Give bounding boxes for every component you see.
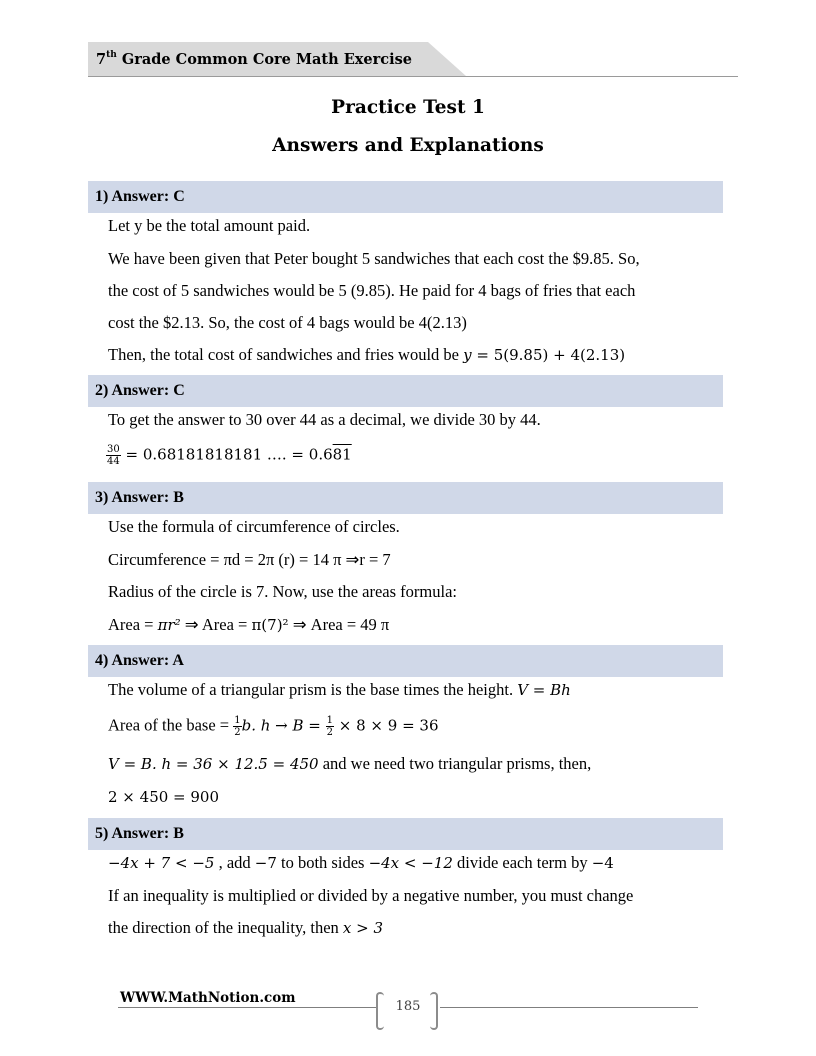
q1-var: y — [463, 346, 472, 364]
q4-base-result: × 8 × 9 = 36 — [334, 716, 439, 735]
q4-final-calc: 2 × 450 = 900 — [108, 788, 220, 806]
q3-substitution: π(7)² — [251, 616, 289, 634]
q4-line-2 — [108, 715, 439, 738]
q3-line-1: Use the formula of circumference of circles. — [108, 517, 400, 536]
q5-inequality-2: −4x < −12 — [368, 854, 453, 872]
q1-line-2: We have been given that Peter bought 5 sandwiches that each cost the $9.85. So, — [108, 249, 640, 268]
q1-line-1: Let y be the total amount paid. — [108, 216, 311, 235]
page-title: Practice Test 1 — [331, 97, 485, 118]
q3-implies-1: ⇒ Area = — [180, 615, 252, 634]
q5-line-2: If an inequality is multiplied or divided by a negative number, you must change — [108, 886, 634, 905]
q1-line-5 — [108, 345, 625, 365]
q4-frac1-den: 2 — [234, 727, 241, 738]
page-bracket-right — [430, 992, 438, 1030]
answer-band-4 — [88, 645, 723, 677]
q3-line-2: Circumference = πd = 2π (r) = 14 π ⇒r = 7 — [108, 550, 391, 569]
q1-line-4: cost the $2.13. So, the cost of 4 bags would be 4(2.13) — [108, 313, 467, 332]
q4-line-2-text: Area of the base = — [108, 715, 234, 735]
q4-frac2-den: 2 — [326, 727, 333, 738]
q4-line-3-text: and we need two triangular prisms, then, — [318, 754, 592, 773]
q2-frac-den: 44 — [107, 456, 120, 467]
footer-rule-right — [440, 1007, 698, 1008]
q4-frac2-num: 1 — [326, 715, 333, 726]
footer-url: WWW.MathNotion.com — [120, 990, 296, 1006]
q1-line-3: the cost of 5 sandwiches would be 5 (9.85). He paid for 4 bags of fries that each — [108, 281, 636, 300]
q3-area-formula: πr² — [157, 616, 181, 634]
header-title — [96, 51, 412, 68]
grade-suffix: th — [106, 50, 117, 61]
q5-neg7: −7 — [254, 854, 277, 872]
answer-label-3: 3) Answer: B — [95, 489, 184, 506]
q5-line-3-text: the direction of the inequality, then — [108, 918, 343, 937]
q3-line-3: Radius of the circle is 7. Now, use the areas formula: — [108, 582, 457, 601]
answer-band-3 — [88, 482, 723, 514]
footer-rule-left — [118, 1007, 376, 1008]
page-number: 185 — [395, 999, 421, 1014]
q4-line-4 — [108, 787, 219, 807]
q2-frac-num: 30 — [107, 444, 120, 455]
answer-label-1: 1) Answer: C — [95, 188, 185, 205]
q5-text-1: , add — [214, 853, 255, 872]
grade-number: 7 — [96, 51, 107, 68]
answer-band-2 — [88, 375, 723, 407]
q5-text-2: to both sides — [276, 853, 369, 872]
q2-line-2 — [106, 444, 352, 467]
answer-band-5 — [88, 818, 723, 850]
q1-line-5-text: Then, the total cost of sandwiches and fries would be — [108, 345, 464, 364]
q4-frac1-num: 1 — [234, 715, 241, 726]
answer-label-5: 5) Answer: B — [95, 825, 184, 842]
q2-decimal: = 0.68181818181 …. = 0.6 — [120, 445, 333, 464]
q5-inequality: −4x + 7 < −5 — [108, 854, 215, 872]
q1-equation: = 5(9.85) + 4(2.13) — [471, 346, 626, 364]
q5-neg4: −4 — [591, 854, 614, 872]
q5-text-3: divide each term by — [452, 853, 592, 872]
answer-band-1 — [88, 181, 723, 213]
q3-result: ⇒ Area = 49 π — [288, 615, 390, 634]
q3-line-4 — [108, 615, 389, 635]
q2-fraction — [106, 444, 121, 467]
header-rule — [88, 76, 738, 77]
q2-repeating-digits: 81 — [332, 445, 352, 464]
q5-result: x > 3 — [342, 919, 384, 937]
q4-line-3 — [108, 754, 591, 774]
q4-fraction-1 — [233, 715, 241, 738]
q4-fraction-2 — [326, 715, 334, 738]
page-subtitle: Answers and Explanations — [272, 135, 544, 156]
answer-label-4: 4) Answer: A — [95, 652, 184, 669]
header-title-text: Grade Common Core Math Exercise — [116, 51, 412, 68]
answer-label-2: 2) Answer: C — [95, 382, 185, 399]
q4-line-1 — [108, 680, 571, 700]
q4-line-1-text: The volume of a triangular prism is the base times the height. — [108, 680, 518, 699]
q4-volume-formula: V = Bh — [517, 681, 571, 699]
q4-volume-calc: V = B. h = 36 × 12.5 = 450 — [108, 755, 319, 773]
q5-line-1 — [108, 853, 614, 873]
q2-line-1: To get the answer to 30 over 44 as a decimal, we divide 30 by 44. — [108, 410, 541, 429]
page-bracket-left — [376, 992, 384, 1030]
q3-area-label: Area = — [108, 615, 158, 634]
q4-base-expr: b. h → B = — [241, 716, 326, 735]
q5-line-3 — [108, 918, 383, 938]
